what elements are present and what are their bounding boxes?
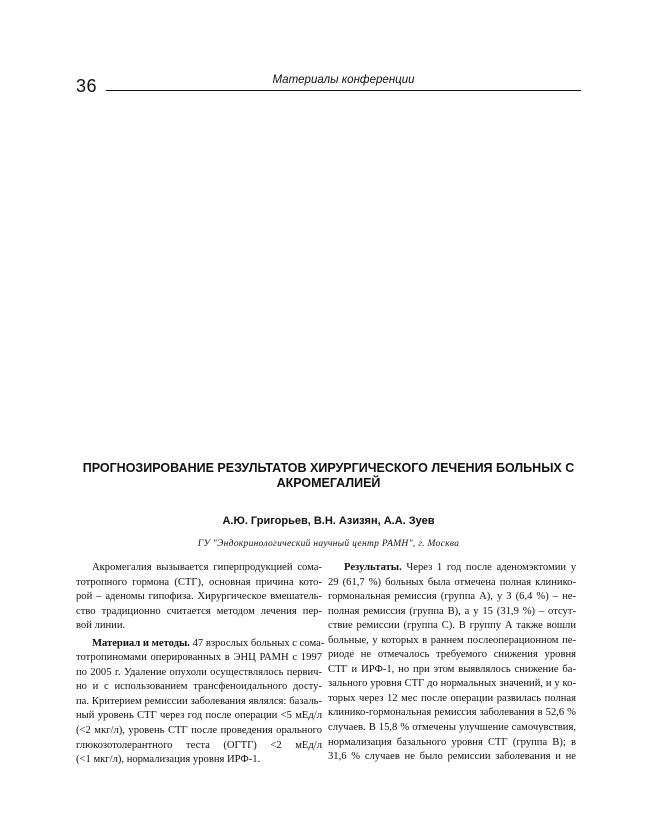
results-line: гормональная ремиссия (группа А), у 3 (6,4 %) – не- [328, 591, 576, 603]
results-line: клинико-гормональная ремиссия заболевания в 52,6 % [328, 707, 576, 719]
left-column [76, 561, 325, 768]
methods-paragraph [76, 637, 325, 768]
results-first-text: Через 1 год после аденомэктомии у [401, 562, 576, 573]
results-line: зального уровня СТГ до нормальных значений, и у ко- [328, 678, 576, 690]
intro-line: Акромегалия вызывается гиперпродукцией сома- [92, 562, 322, 573]
results-line: торых через 12 мес после операции развилась полная [328, 692, 576, 704]
results-line: случаев. В 15,8 % отмечены улучшение самочувствия, [328, 722, 576, 734]
results-line: 31,6 % случаев не было ремиссии заболевания и не [328, 751, 576, 763]
methods-line: тотропиномами оперированных в ЭНЦ РАМН с 1997 [76, 652, 322, 664]
results-line: полная ремиссия (группа В), а у 15 (31,9 %) – отсут- [328, 605, 576, 617]
methods-line: ный уровень СТГ через год после операции <5 мЕд/л [76, 710, 322, 722]
intro-line: тотропного гормона (СТГ), основная причина кото- [76, 576, 322, 588]
right-column [328, 561, 576, 765]
results-heading: Результаты. [344, 562, 402, 573]
results-line: нормализация базального уровня СТГ (группа В); в [328, 736, 576, 748]
page-number: 36 [76, 76, 98, 96]
results-paragraph [328, 561, 576, 765]
intro-paragraph [76, 561, 322, 634]
results-line: больные, у которых в раннем послеоперационном пе- [328, 634, 576, 646]
header-rule [106, 90, 581, 91]
methods-heading: Материал и методы. [92, 637, 190, 649]
results-line [328, 561, 576, 576]
intro-line: вой линии. [76, 620, 126, 632]
article-title-line-2: АКРОМЕГАЛИЕЙ [276, 476, 381, 490]
methods-line: (<1 мкг/л), нормализация уровня ИРФ-1. [76, 754, 261, 766]
article-affiliation: ГУ "Эндокринологический научный центр РАМН", г. Москва [197, 539, 460, 549]
methods-line: но и с использованием трансфеноидального досту- [76, 681, 322, 693]
methods-line: глюкозотолерантного теста (ОГТГ) <2 мЕд/л [76, 739, 322, 751]
running-header-title: Материалы конференции [272, 74, 415, 86]
methods-line: по 2005 г. Удаление опухоли осуществлялось первич- [76, 666, 322, 678]
results-line: СТГ и ИРФ-1, но при этом выявлялось снижение ба- [328, 663, 576, 675]
results-line: риоде не отмечалось требуемого снижения уровня [328, 649, 576, 661]
article-title-line-1: ПРОГНОЗИРОВАНИЕ РЕЗУЛЬТАТОВ ХИРУРГИЧЕСКОГО ЛЕЧЕНИЯ БОЛЬНЫХ С [82, 461, 575, 475]
results-line: 29 (61,7 %) больных была отмечена полная клинико- [328, 576, 576, 588]
article-title [76, 461, 581, 491]
article-authors: А.Ю. Григорьев, В.Н. Азизян, А.А. Зуев [222, 515, 435, 527]
results-line: ствие ремиссии (группа С). В группу А также вошли [328, 620, 576, 632]
intro-line: рой – аденомы гипофиза. Хирургическое вмешатель- [76, 591, 322, 603]
methods-line: (<2 мкг/л), уровень СТГ после проведения орального [76, 725, 322, 737]
methods-line: па. Критерием ремиссии заболевания являлся: базаль- [76, 695, 322, 707]
intro-line: ство традиционно считается методом лечения пер- [76, 605, 322, 617]
methods-line [76, 637, 325, 652]
methods-first-text: 47 взрослых больных с сома- [189, 637, 325, 649]
